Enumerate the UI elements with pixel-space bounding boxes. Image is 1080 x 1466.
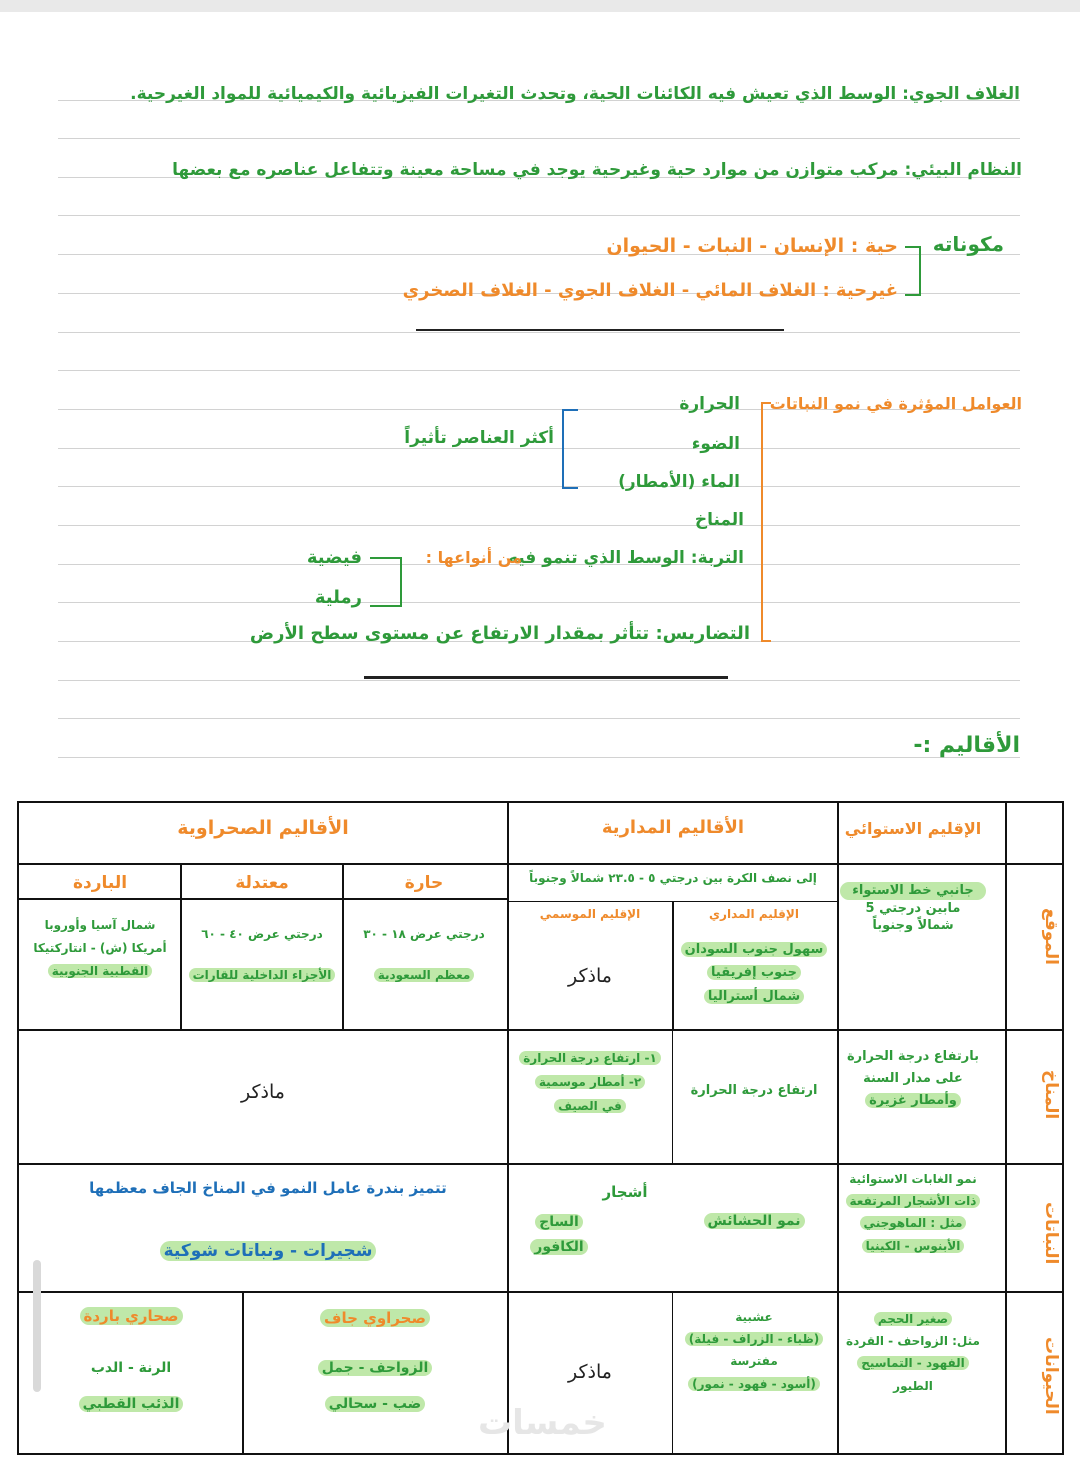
soil-types-brace [370, 557, 402, 607]
plants-monsoon: الساج الكافور [514, 1210, 604, 1260]
row-label-location: الموقع [1041, 908, 1061, 966]
ecosystem-definition: النظام البيئي: مركب متوازن من موارد حية وغيرحية يوجد في مساحة معينة وتتفاعل عناصره مع بعضها [172, 160, 1022, 180]
plants-tropical: نمو الحشائش [676, 1212, 832, 1231]
factors-title: العوامل المؤثرة في نمو النباتات [769, 394, 1022, 413]
climate-equatorial: بارتفاع درجة الحرارة على مدار السنة وأمطار غزيرة [846, 1049, 980, 1109]
climate-monsoon: ١- ارتفاع درجة الحرارة ٢- أمطار موسمية في الصيف [510, 1046, 670, 1118]
components-brace [905, 246, 921, 296]
climate-desert: ماذكر [241, 1081, 285, 1103]
factor-heat: الحرارة [679, 394, 740, 414]
factor-climate: المناخ [694, 510, 744, 530]
scrollbar-thumb[interactable] [33, 1260, 41, 1392]
section-divider-1 [416, 329, 784, 331]
animals-tropical: عشبية (ظباء - الزراف - فيلة) مفترسة (أسود - فهود - نمور) [676, 1306, 832, 1395]
animals-cold-desert-label: صحاري باردة [20, 1306, 242, 1326]
header-tropical: الأقاليم المدارية [601, 817, 745, 838]
subheader-cold: الباردة [72, 873, 128, 893]
loc-cold: شمال آسيا وأوروبا أمريكا (ش) - انتاركتيكا القطبية الجنوبية [33, 918, 167, 978]
watermark-logo: خمسات [478, 1403, 607, 1443]
animals-hot-desert: الزواحف - جمل ضب - سحالي [246, 1350, 504, 1423]
climates-heading: الأقاليم :- [913, 733, 1020, 758]
factor-water: الماء (الأمطار) [618, 472, 740, 492]
loc-tropical: سهول جنوب السودان جنوب إفريقيا شمال أستراليا [676, 938, 832, 1008]
row-label-animals: الحيوانات [1041, 1337, 1061, 1415]
soil-type-alluvial: فيضية [306, 547, 362, 568]
loc-equatorial: جانبي خط الاستواء مابين درجتي 5 شمالاً وجنوباً [840, 882, 986, 935]
factors-brace [761, 402, 771, 642]
row-label-plants: النباتات [1041, 1201, 1061, 1265]
header-equatorial: الإقليم الاستوائي [844, 819, 982, 838]
nonliving-components: غيرحية : الغلاف المائي - الغلاف الجوي - الغلاف الصخري [402, 280, 898, 301]
soil-type-sandy: رملية [314, 587, 362, 608]
plants-desert: تتميز بندرة عامل النمو في المناخ الجاف معظمها [89, 1179, 447, 1197]
animals-hot-desert-label: صحراوي جاف [246, 1308, 504, 1328]
loc-temperate: درجتي عرض ٤٠ - ٦٠ الأجزاء الداخلية للقارات [182, 914, 342, 996]
animals-equatorial: صغير الحجم مثل: الزواحف - القردة الفهود - التماسيح الطيور [846, 1312, 980, 1393]
atmosphere-definition: الغلاف الجوي: الوسط الذي تعيش فيه الكائنات الحية، وتحدث التغيرات الفيزيائية والكيميائية للمواد الغيرحية. [130, 84, 1020, 104]
top-bar [0, 0, 1080, 12]
plants-monsoon-label: أشجار [602, 1183, 648, 1201]
loc-hot: درجتي عرض ١٨ - ٣٠ معظم السعودية [363, 927, 485, 982]
most-effective-brace [562, 409, 578, 489]
factor-light: الضوء [691, 434, 740, 454]
plants-equatorial: نمو الغابات الاستوائية ذات الأشجار المرتفعة مثل : الماهوجني الأبنوس - الكينيا [840, 1168, 986, 1257]
subheader-tropical-inner: الإقليم المداري [709, 907, 799, 921]
row-label-climate: المناخ [1041, 1070, 1061, 1120]
loc-monsoon: ماذكر [568, 965, 612, 987]
soil-types-label: من أنواعها : [425, 548, 522, 567]
section-divider-2 [364, 676, 728, 679]
plants-desert-types: شجيرات - ونباتات شوكية [30, 1240, 506, 1263]
factor-terrain: التضاريس: تتأثر بمقدار الارتفاع عن مستوى سطح الأرض [249, 623, 750, 644]
climate-tropical: ارتفاع درجة الحرارة [690, 1083, 818, 1098]
factor-soil: التربة: الوسط الذي تنمو فيه [507, 548, 744, 568]
animals-cold-desert: الرنة - الدب الذئب القطبي [20, 1350, 242, 1423]
components-label: مكوناته [932, 232, 1004, 256]
living-components: حية : الإنسان - النبات - الحيوان [606, 235, 898, 257]
subheader-monsoon: الإقليم الموسمي [539, 907, 641, 921]
most-effective-note: أكثر العناصر تأثيراً [404, 428, 554, 448]
subheader-temperate: معتدلة [235, 873, 289, 893]
header-desert: الأقاليم الصحراوية [177, 817, 349, 839]
tropical-range: إلى نصف الكرة بين درجتي ٥ - ٢٣.٥ شمالاً وجنوباً [529, 871, 817, 885]
animals-monsoon: ماذكر [568, 1361, 612, 1383]
subheader-hot: حارة [404, 873, 444, 893]
